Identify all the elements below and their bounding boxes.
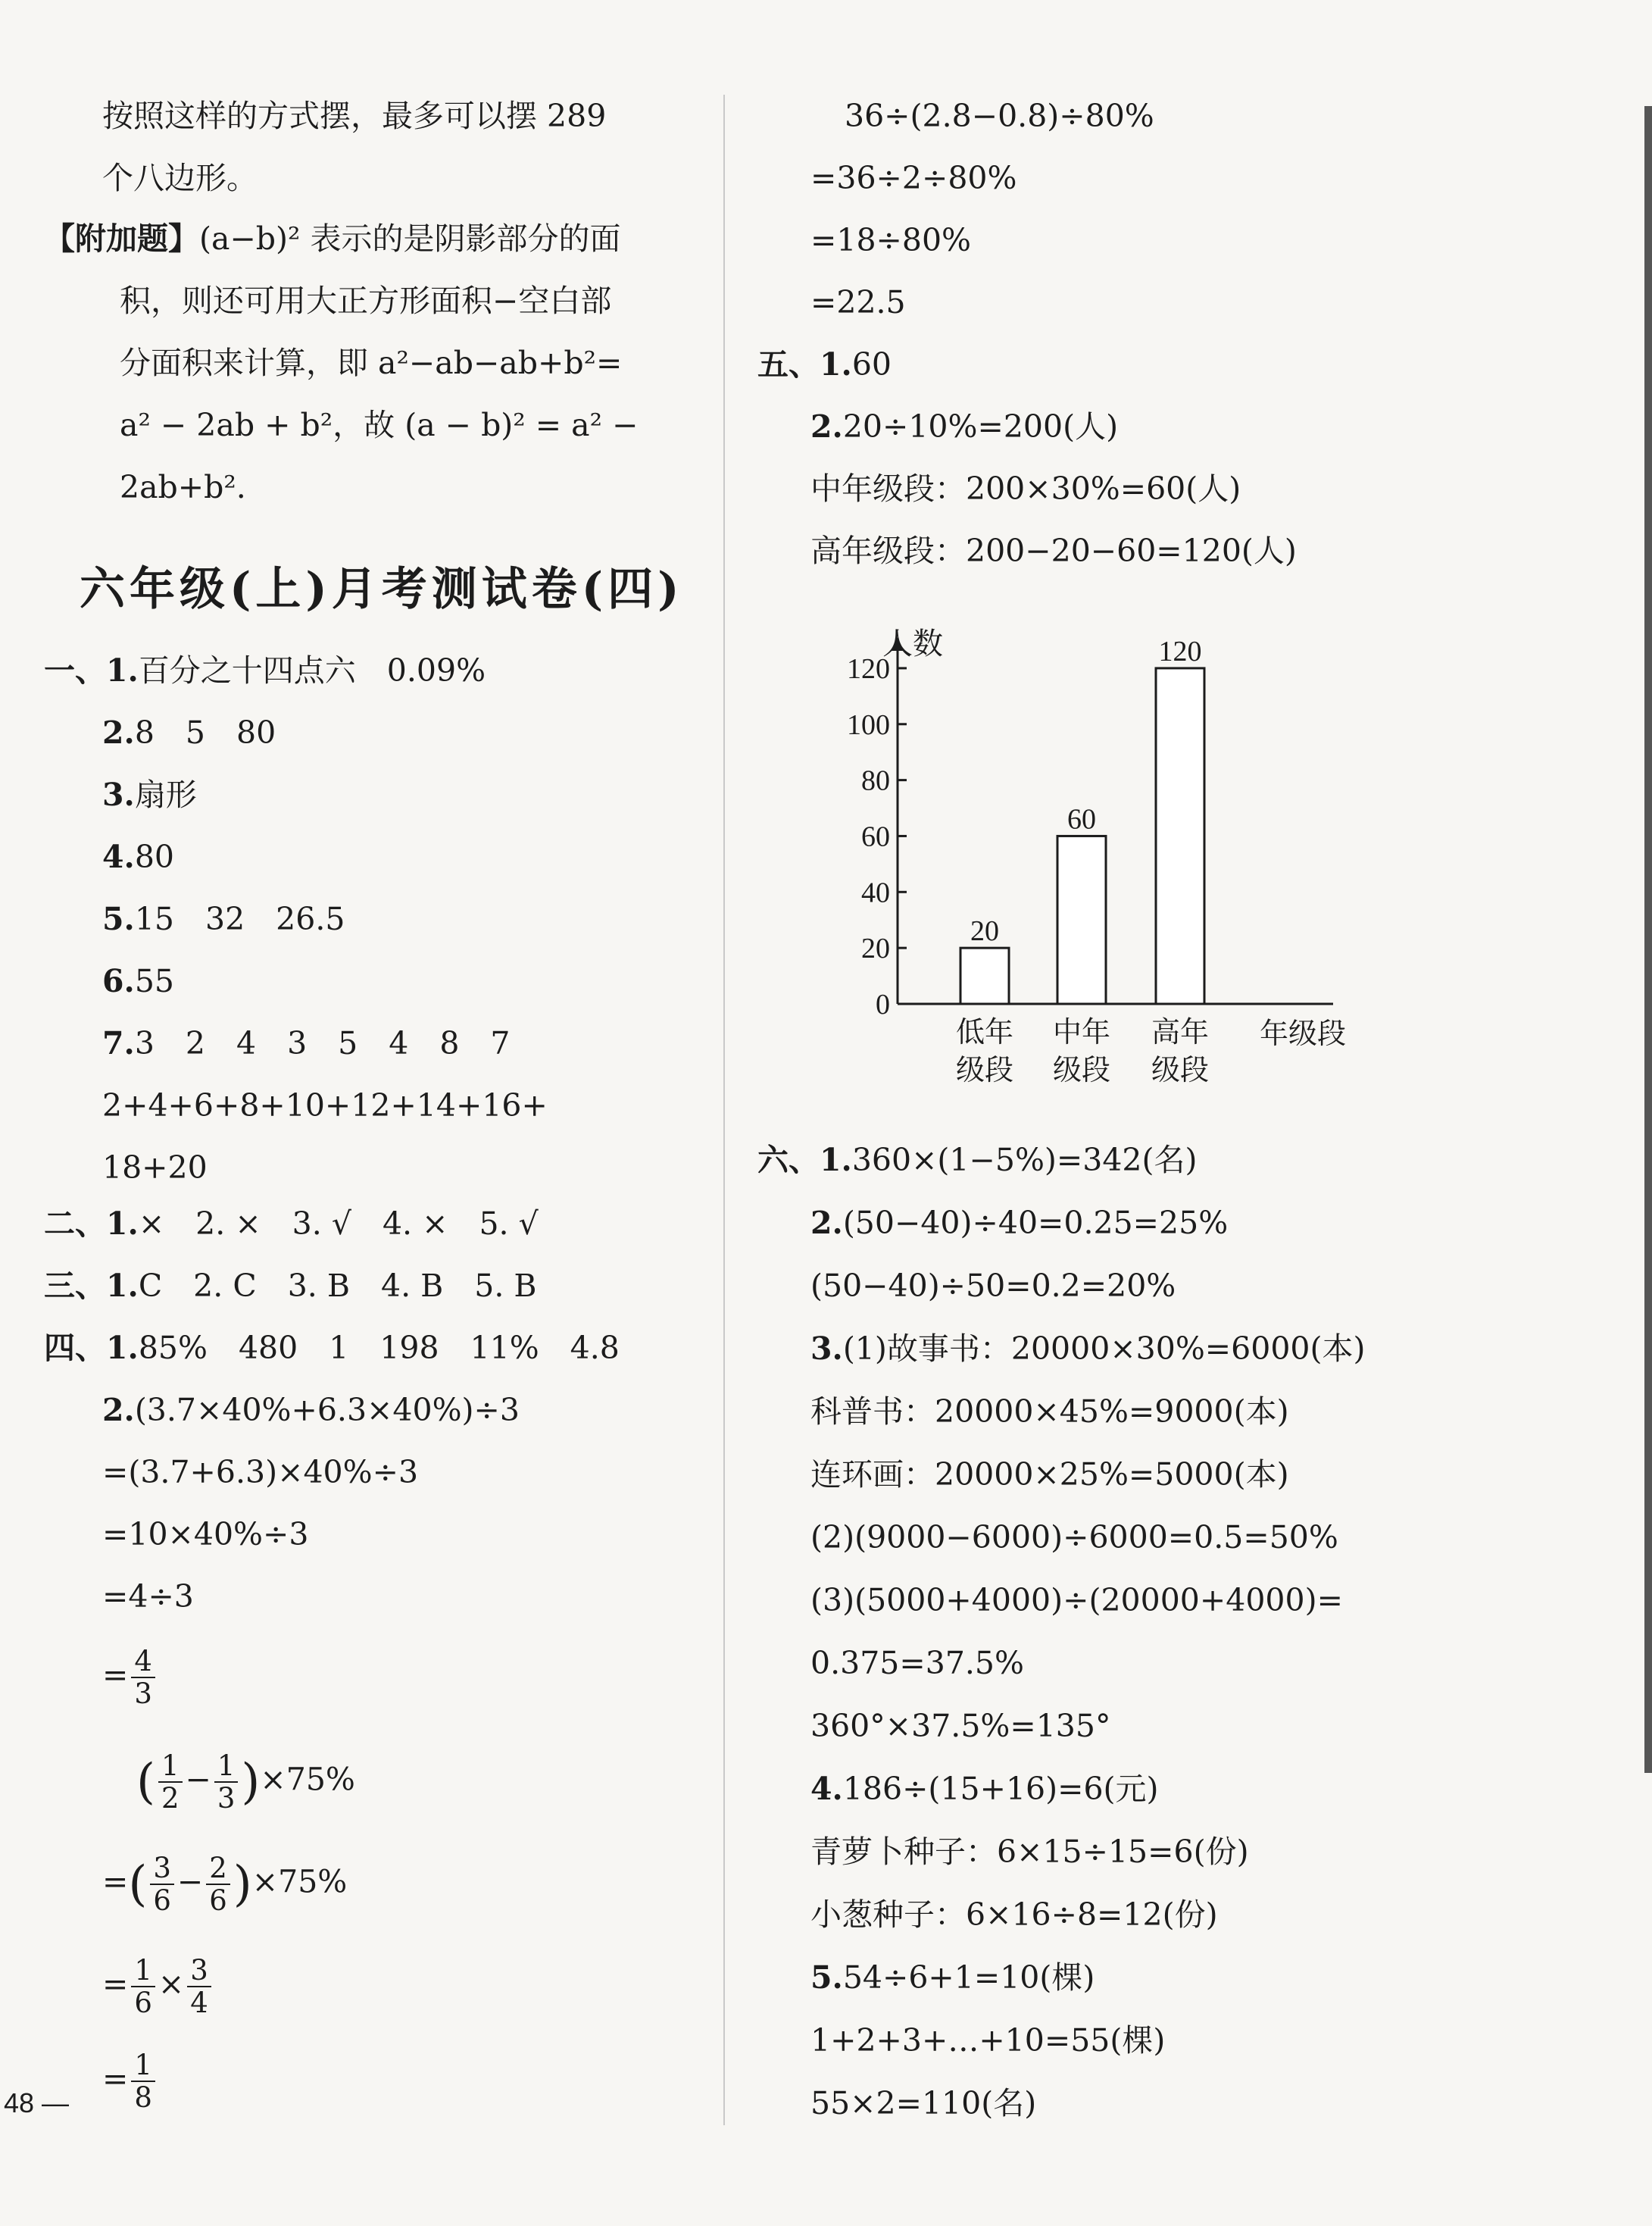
item-text: 360×(1−5%)=342(名) <box>851 1142 1198 1178</box>
item-text: 科普书：20000×45%=9000(本) <box>810 1393 1289 1430</box>
item-text: 360°×37.5%=135° <box>810 1708 1111 1744</box>
answer-line <box>810 1453 1289 1496</box>
bonus-line: 积，则还可用大正方形面积−空白部 <box>120 283 612 319</box>
item-text: 8 5 80 <box>134 714 276 751</box>
item-number: 4. <box>810 1771 843 1807</box>
category-label: 中年 <box>1052 1017 1111 1049</box>
fraction-line: = $\frac{4}{3}$ <box>102 1646 158 1709</box>
y-tick-label: 120 <box>847 652 890 685</box>
item-text: 18+20 <box>102 1149 208 1186</box>
calc-line: =22.5 <box>810 284 906 320</box>
page-number: 48 — <box>4 2087 70 2118</box>
item-text: 2+4+6+8+10+12+14+16+ <box>102 1087 548 1124</box>
answer-line <box>102 1146 208 1189</box>
bonus-text: (a−b)² 表示的是阴影部分的面 <box>199 220 621 257</box>
item-text: 54÷6+1=10(棵) <box>842 1959 1095 1996</box>
bar-chart <box>803 621 1379 1091</box>
text-line: 个八边形。 <box>102 160 258 196</box>
category-label: 级段 <box>1151 1055 1210 1086</box>
answer-line <box>810 1390 1289 1433</box>
item-number: 5. <box>810 1959 843 1996</box>
item-number: 6. <box>102 963 135 999</box>
bonus-label: 【附加题】 <box>44 220 199 257</box>
answer-line <box>757 1139 1198 1181</box>
column-divider <box>723 95 725 2125</box>
item-text: 20÷10%=200(人) <box>842 408 1119 445</box>
answer-line <box>810 467 1241 510</box>
item-text: 百分之十四点六 0.09% <box>138 652 486 689</box>
answer-line <box>810 2082 1036 2124</box>
item-text: (3)(5000+4000)÷(20000+4000)= <box>810 1582 1343 1618</box>
item-text: 高年级段：200−20−60=120(人) <box>810 533 1297 569</box>
y-axis-label: 人数 <box>882 627 943 661</box>
answer-line <box>102 898 345 940</box>
item-text: 小葱种子：6×16÷8=12(份) <box>810 1896 1218 1933</box>
answer-line <box>810 530 1297 572</box>
answer-line <box>810 1831 1249 1873</box>
item-text: 1+2+3+…+10=55(棵) <box>810 2022 1166 2059</box>
answer-line <box>810 1705 1110 1747</box>
answer-line <box>810 2019 1165 2062</box>
expression-line: =( $\frac{3}{6}$ − $\frac{2}{6}$ )×75% <box>102 1852 348 1917</box>
item-text: (50−40)÷40=0.25=25% <box>842 1205 1229 1241</box>
section-title: 六年级(上)月考测试卷(四) <box>80 563 684 616</box>
bar <box>1057 836 1106 1004</box>
expression-line: ( $\frac{1}{2}$ − $\frac{1}{3}$ )×75% <box>136 1749 355 1815</box>
calc-line <box>102 1389 520 1431</box>
item-text: 扇形 <box>134 777 197 813</box>
answer-line <box>44 1327 620 1369</box>
y-tick-label: 0 <box>876 989 890 1021</box>
item-text: 60 <box>851 346 892 383</box>
bar <box>1156 668 1204 1004</box>
answer-line <box>810 1202 1228 1244</box>
x-axis-label: 年级段 <box>1259 1018 1347 1050</box>
calc-line: =36÷2÷80% <box>810 160 1017 196</box>
calc-line: =10×40%÷3 <box>102 1516 309 1552</box>
answer-line <box>44 1265 537 1307</box>
item-text: 55 <box>134 963 174 999</box>
answer-line <box>810 1327 1366 1370</box>
answer-line <box>810 1768 1159 1810</box>
item-number: 5. <box>102 901 135 937</box>
item-text: 青萝卜种子：6×15÷15=6(份) <box>810 1834 1249 1870</box>
answer-line <box>757 343 892 386</box>
y-tick-label: 20 <box>861 933 890 965</box>
calc-line: 36÷(2.8−0.8)÷80% <box>845 98 1154 134</box>
answer-line <box>102 836 174 878</box>
item-number: 五、1. <box>757 346 852 383</box>
item-number: 四、1. <box>44 1330 139 1366</box>
item-text: (50−40)÷50=0.2=20% <box>810 1268 1176 1304</box>
y-tick-label: 80 <box>861 764 890 797</box>
answer-line <box>810 1893 1218 1936</box>
category-label: 低年 <box>955 1017 1014 1049</box>
data-label: 120 <box>1158 635 1202 667</box>
item-text: × 2. × 3. √ 4. × 5. √ <box>138 1205 539 1242</box>
item-text: 中年级段：200×30%=60(人) <box>810 471 1241 507</box>
answer-line <box>102 1084 548 1127</box>
answer-line <box>810 1265 1176 1307</box>
bar <box>960 948 1009 1004</box>
item-number: 2. <box>810 1205 843 1241</box>
data-label: 20 <box>970 915 999 948</box>
page-edge-shadow <box>1644 106 1652 1773</box>
y-tick-label: 40 <box>861 877 890 909</box>
answer-line <box>44 1202 539 1245</box>
calc-line: =(3.7+6.3)×40%÷3 <box>102 1454 419 1490</box>
item-text: 3 2 4 3 5 4 8 7 <box>134 1025 511 1061</box>
item-number: 2. <box>810 408 843 445</box>
fraction: $\frac{4}{3}$ <box>131 1646 155 1709</box>
bonus-line: 2ab+b². <box>120 469 246 505</box>
text-line: 按照这样的方式摆，最多可以摆 289 <box>102 98 607 134</box>
item-text: 0.375=37.5% <box>810 1645 1024 1681</box>
bonus-line <box>44 217 621 260</box>
item-text: (1)故事书：20000×30%=6000(本) <box>842 1330 1366 1367</box>
answer-line <box>810 1516 1338 1559</box>
y-tick-label: 60 <box>861 821 890 853</box>
item-number: 4. <box>102 839 135 875</box>
item-number: 三、1. <box>44 1268 139 1304</box>
expression-line: = $\frac{1}{8}$ <box>102 2049 158 2113</box>
item-text: 连环画：20000×25%=5000(本) <box>810 1456 1289 1493</box>
answer-line <box>810 1642 1024 1684</box>
item-number: 3. <box>810 1330 843 1367</box>
category-label: 级段 <box>1052 1055 1111 1086</box>
answer-line <box>810 405 1118 448</box>
item-text: 186÷(15+16)=6(元) <box>842 1771 1159 1807</box>
bonus-line: 分面积来计算，即 a²−ab−ab+b²= <box>120 345 623 381</box>
answer-line <box>44 649 486 692</box>
item-number: 2. <box>102 1392 135 1428</box>
answer-line <box>102 711 276 754</box>
category-label: 级段 <box>955 1055 1014 1086</box>
category-label: 高年 <box>1151 1017 1210 1049</box>
calc-line: =18÷80% <box>810 222 972 258</box>
item-text: 80 <box>134 839 174 875</box>
item-text: C 2. C 3. B 4. B 5. B <box>138 1268 537 1304</box>
item-text: (2)(9000−6000)÷6000=0.5=50% <box>810 1519 1338 1555</box>
item-number: 2. <box>102 714 135 751</box>
item-text: 15 32 26.5 <box>134 901 345 937</box>
item-text: (3.7×40%+6.3×40%)÷3 <box>134 1392 520 1428</box>
calc-line: =4÷3 <box>102 1578 194 1615</box>
y-tick-label: 100 <box>847 708 890 741</box>
answer-line <box>102 774 197 816</box>
item-text: 85% 480 1 198 11% 4.8 <box>138 1330 620 1366</box>
answer-line <box>102 1022 511 1065</box>
expression-line: = $\frac{1}{6}$ × $\frac{3}{4}$ <box>102 1955 214 2018</box>
item-number: 7. <box>102 1025 135 1061</box>
item-number: 六、1. <box>757 1142 852 1178</box>
item-number: 二、1. <box>44 1205 139 1242</box>
item-number: 一、1. <box>44 652 139 689</box>
answer-line <box>102 960 174 1002</box>
data-label: 60 <box>1067 803 1096 836</box>
bonus-line: a² − 2ab + b²，故 (a − b)² = a² − <box>120 407 639 443</box>
item-text: 55×2=110(名) <box>810 2085 1037 2121</box>
item-number: 3. <box>102 777 135 813</box>
answer-line <box>810 1579 1343 1621</box>
answer-line <box>810 1956 1095 1999</box>
